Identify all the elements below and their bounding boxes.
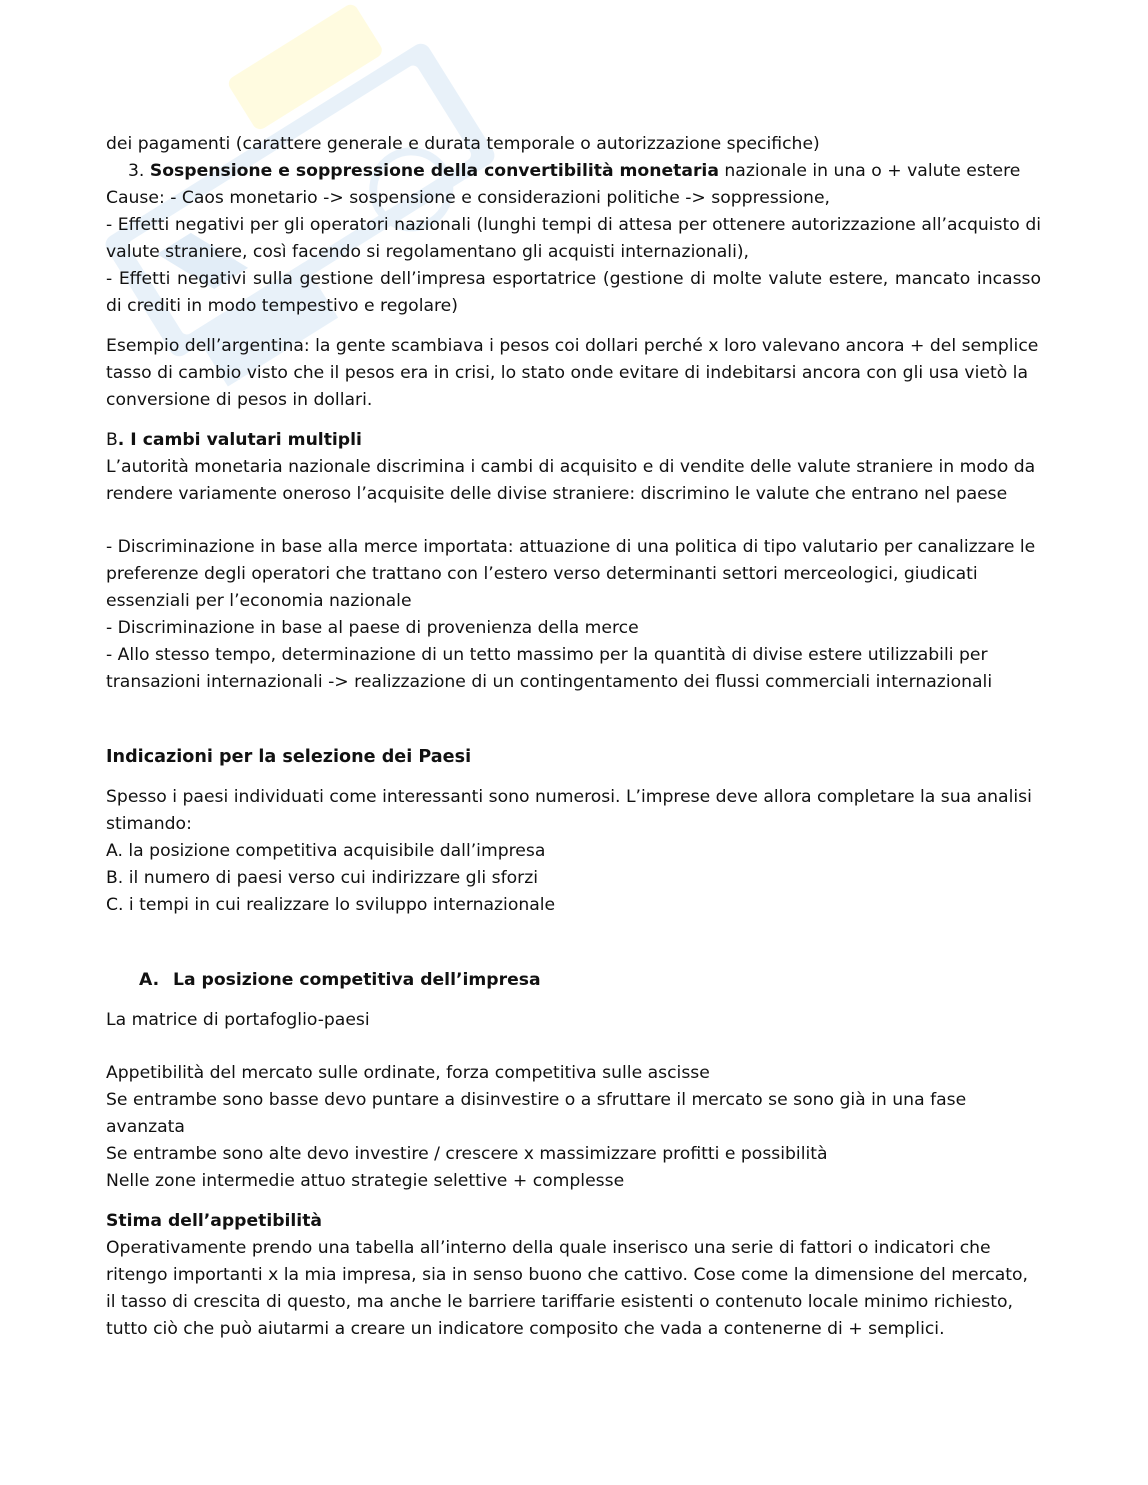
section-b-prefix: B bbox=[106, 430, 118, 450]
matrix-title: La matrice di portafoglio-paesi bbox=[106, 1010, 370, 1030]
section-b-text: L’autorità monetaria nazionale discrimina i cambi di acquisito e di vendite delle valute straniere in modo da rendere variamente oneroso l’acquisite delle divise straniere: discrimino le valute che entrano nel paese bbox=[106, 457, 1036, 504]
heading-countries: Indicazioni per la selezione dei Paesi bbox=[106, 747, 472, 767]
matrix-line-1: Appetibilità del mercato sulle ordinate, forza competitiva sulle ascisse bbox=[106, 1063, 710, 1083]
causes-line-3: - Effetti negativi sulla gestione dell’impresa esportatrice (gestione di molte valute estere, mancato incasso di crediti in modo tempestivo e regolare) bbox=[106, 269, 1041, 316]
list-number: 3. bbox=[128, 161, 145, 181]
discrimination-2: - Discriminazione in base al paese di provenienza della merce bbox=[106, 618, 639, 638]
countries-b: B. il numero di paesi verso cui indirizzare gli sforzi bbox=[106, 868, 538, 888]
subheading-a-title: La posizione competitiva dell’impresa bbox=[173, 970, 541, 990]
list-item-3 bbox=[106, 158, 1041, 185]
countries-intro: Spesso i paesi individuati come interessanti sono numerosi. L’imprese deve allora completare la sua analisi stimando: bbox=[106, 787, 1032, 834]
section-b-heading: . I cambi valutari multipli bbox=[117, 430, 362, 450]
discrimination-3: - Allo stesso tempo, determinazione di un tetto massimo per la quantità di divise estere utilizzabili per transazioni internazionali -> realizzazione di un contingentamento dei flussi commerciali internazionali bbox=[106, 645, 993, 692]
countries-a: A. la posizione competitiva acquisibile dall’impresa bbox=[106, 841, 546, 861]
list-item-text: nazionale in una o + valute estere bbox=[724, 161, 1021, 181]
stima-heading: Stima dell’appetibilità bbox=[106, 1211, 323, 1231]
discrimination-1: - Discriminazione in base alla merce importata: attuazione di una politica di tipo valutario per canalizzare le preferenze degli operatori che trattano con l’estero verso determinanti settori merceologici, giudicati essenziali per l’economia nazionale bbox=[106, 537, 1036, 611]
document-page bbox=[106, 131, 1041, 1343]
countries-c: C. i tempi in cui realizzare lo sviluppo internazionale bbox=[106, 895, 556, 915]
causes-line-2: - Effetti negativi per gli operatori nazionali (lunghi tempi di attesa per ottenere autorizzazione all’acquisto di valute straniere, così facendo si regolamentano gli acquisti internazionali), bbox=[106, 215, 1041, 262]
stima-title bbox=[106, 1208, 1041, 1235]
subheading-a-marker: A. bbox=[139, 970, 160, 990]
section-b-title bbox=[106, 427, 1041, 454]
matrix-line-2: Se entrambe sono basse devo puntare a disinvestire o a sfruttare il mercato se sono già in una fase avanzata bbox=[106, 1090, 967, 1137]
stima-text: Operativamente prendo una tabella all’interno della quale inserisco una serie di fattori o indicatori che ritengo importanti x la mia impresa, sia in senso buono che cattivo. Cose come la dimensione del mercato, il tasso di crescita di questo, ma anche le barriere tariffarie esistenti o contenuto locale minimo richiesto, tutto ciò che può aiutarmi a creare un indicatore composito che vada a contenerne di + semplici. bbox=[106, 1238, 1028, 1339]
list-item-bold: Sospensione e soppressione della convertibilità monetaria bbox=[149, 161, 719, 181]
matrix-line-3: Se entrambe sono alte devo investire / crescere x massimizzare profitti e possibilità bbox=[106, 1144, 828, 1164]
matrix-line-4: Nelle zone intermedie attuo strategie selettive + complesse bbox=[106, 1171, 625, 1191]
example-paragraph: Esempio dell’argentina: la gente scambiava i pesos coi dollari perché x loro valevano ancora + del semplice tasso di cambio visto che il pesos era in crisi, lo stato onde evitare di indebitarsi ancora con gli usa vietò la conversione di pesos in dollari. bbox=[106, 336, 1039, 410]
subheading-a bbox=[106, 967, 1041, 994]
paragraph-payments: dei pagamenti (carattere generale e durata temporale o autorizzazione specifiche) bbox=[106, 134, 820, 154]
causes-line-1: Cause: - Caos monetario -> sospensione e considerazioni politiche -> soppressione, bbox=[106, 188, 830, 208]
